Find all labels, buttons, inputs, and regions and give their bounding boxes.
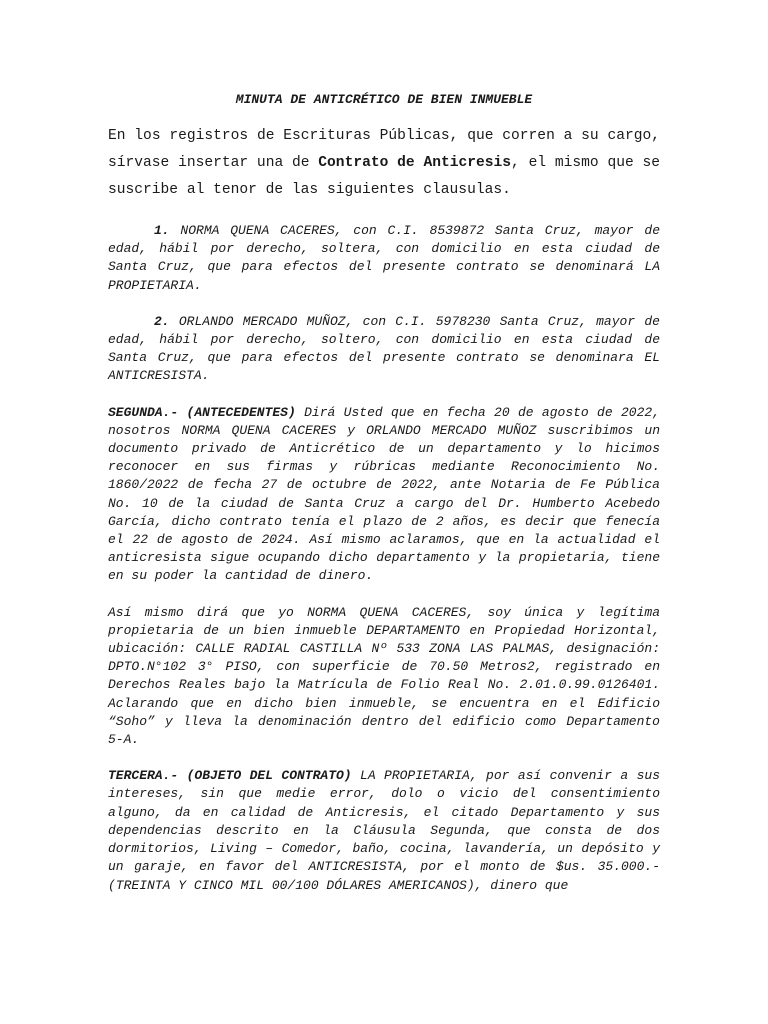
intro-paragraph	[108, 123, 660, 204]
party-2-paragraph	[108, 313, 660, 386]
party-2-text: ORLANDO MERCADO MUÑOZ, con C.I. 5978230 Santa Cruz, mayor de edad, hábil por derecho, soltero, con domicilio en esta ciudad de Santa Cruz, que para efectos del presente contrato se denominara EL ANTICRESISTA.	[108, 313, 660, 384]
clause-segunda-text: Dirá Usted que en fecha 20 de agosto de 2022, nosotros NORMA QUENA CACERES y ORLANDO MERCADO MUÑOZ suscribimos un documento privado de Anticrético de un departamento y lo hicimos reconocer en sus firmas y rúbricas mediante Reconocimiento No. 1860/2022 de fecha 27 de octubre de 2022, ante Notaria de Fe Pública No. 10 de la ciudad de Santa Cruz a cargo del Dr. Humberto Acebedo García, dicho contrato tenía el plazo de 2 años, es decir que fenecía el 22 de agosto de 2024. Así mismo aclaramos, que en la actualidad el anticresista sigue ocupando dicho departamento y la propietaria, tiene en su poder la cantidad de dinero.	[108, 404, 661, 584]
property-text: Así mismo dirá que yo NORMA QUENA CACERES, soy única y legítima propietaria de un bien inmueble DEPARTAMENTO en Propiedad Horizontal, ubicación: CALLE RADIAL CASTILLA Nº 533 ZONA LAS PALMAS, designación: DPTO.N°102 3° PISO, con superficie de 70.50 Metros2, registrado en Derechos Reales bajo la Matrícula de Folio Real No. 2.01.0.99.0126401. Aclarando que en dicho bien inmueble, se encuentra en el Edificio “Soho” y lleva la denominación dentro del edificio como Departamento 5-A.	[108, 604, 660, 748]
clause-tercera	[108, 767, 660, 894]
intro-text-after: , el mismo que se suscribe al tenor de las siguientes clausulas.	[108, 155, 661, 198]
party-1-paragraph	[108, 222, 660, 295]
clause-segunda-heading: SEGUNDA.- (ANTECEDENTES)	[108, 404, 296, 420]
party-1-text: NORMA QUENA CACERES, con C.I. 8539872 Santa Cruz, mayor de edad, hábil por derecho, soltera, con domicilio en esta ciudad de Santa Cruz, que para efectos del presente contrato se denominará LA PROPIETARIA.	[108, 223, 660, 293]
property-paragraph	[108, 604, 660, 750]
document-title: MINUTA DE ANTICRÉTICO DE BIEN INMUEBLE	[235, 92, 533, 107]
intro-contract-type: Contrato de Anticresis	[318, 155, 512, 171]
intro-text-before: En los registros de Escrituras Públicas, que corren a su cargo, sírvase insertar una de	[108, 128, 660, 171]
party-2-number: 2.	[154, 313, 170, 329]
clause-tercera-text: LA PROPIETARIA, por así convenir a sus intereses, sin que medie error, dolo o vicio del consentimiento alguno, da en calidad de Anticresis, el citado Departamento y sus dependencias descrito en la Cláusula Segunda, que consta de dos dormitorios, Living – Comedor, baño, cocina, lavandería, un depósito y un garaje, en favor del ANTICRESISTA, por el monto de $us. 35.000.- (TREINTA Y CINCO MIL 00/100 DÓLARES AMERICANOS), dinero que	[108, 768, 661, 893]
clause-tercera-heading: TERCERA.- (OBJETO DEL CONTRATO)	[108, 768, 352, 784]
party-1-number: 1.	[154, 223, 170, 238]
clause-segunda	[108, 404, 660, 586]
